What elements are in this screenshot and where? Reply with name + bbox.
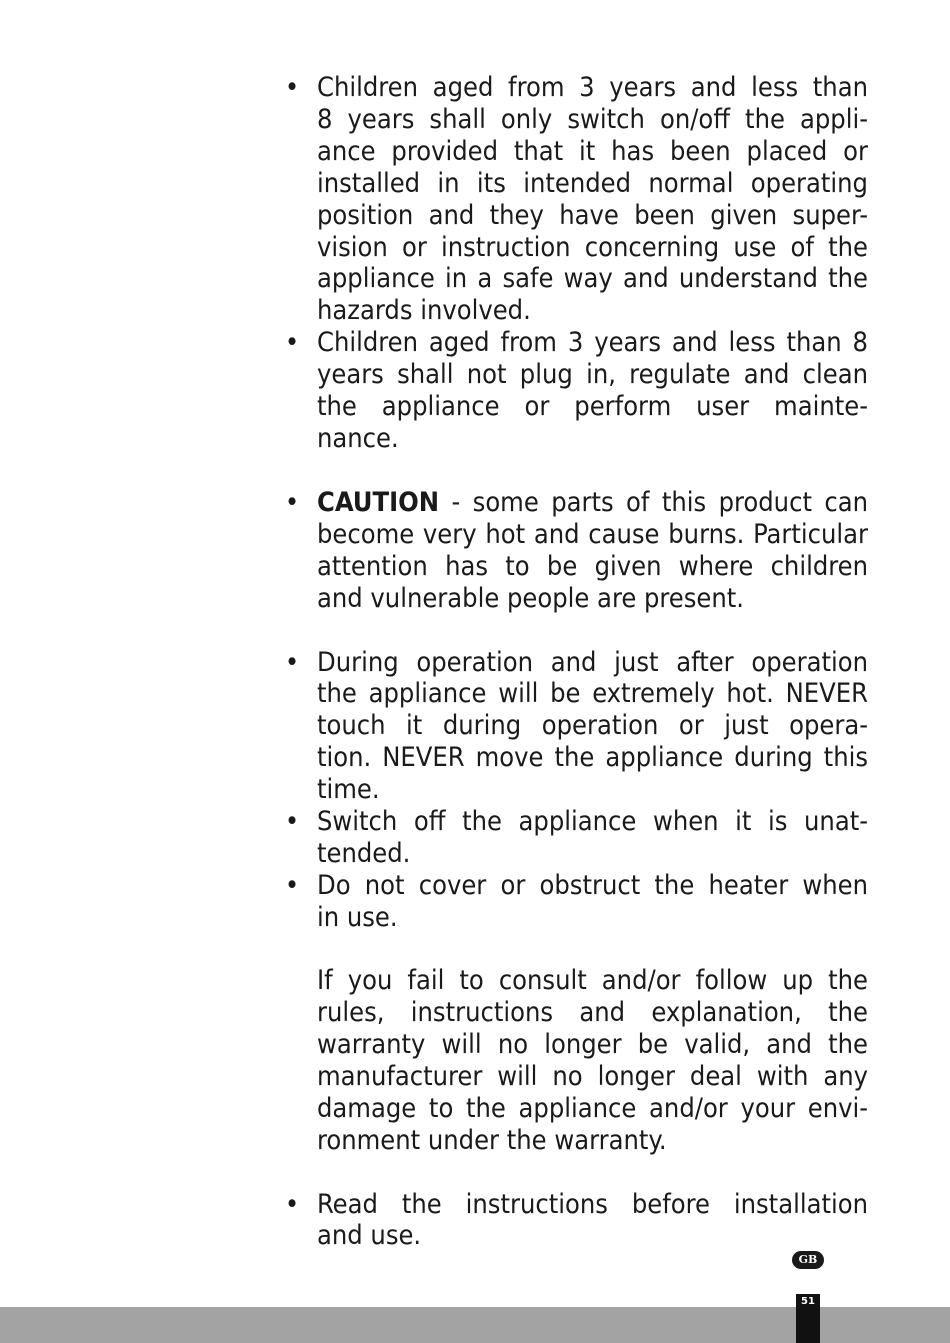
- item-6-line-2: in use.: [317, 902, 398, 933]
- bullet-marker: •: [284, 72, 300, 103]
- warranty-line-6: ronment under the warranty.: [317, 1125, 667, 1156]
- item-4-line-3: touch it during operation or just opera-: [317, 710, 868, 741]
- caution-text: - some parts of this product can: [439, 487, 868, 518]
- item-1-line-4: installed in its intended normal operating: [317, 168, 868, 199]
- item-1-line-5: position and they have been given super-: [317, 200, 868, 231]
- item-4-line-4: tion. NEVER move the appliance during this: [317, 742, 868, 773]
- item-1-line-7: appliance in a safe way and understand the: [317, 263, 868, 294]
- item-4-line-2: the appliance will be extremely hot. NEVER: [317, 678, 868, 709]
- warranty-line-5: damage to the appliance and/or your envi-: [317, 1093, 868, 1124]
- warranty-line-2: rules, instructions and explanation, the: [317, 997, 868, 1028]
- bullet-marker: •: [284, 647, 300, 678]
- item-1-line-3: ance provided that it has been placed or: [317, 136, 868, 167]
- caution-line-1: [317, 487, 868, 519]
- item-1-line-1: Children aged from 3 years and less than: [317, 72, 868, 103]
- item-1-line-6: vision or instruction concerning use of the: [317, 232, 868, 263]
- caution-line-2: become very hot and cause burns. Particular: [317, 519, 868, 550]
- page-number: 51: [801, 1296, 815, 1307]
- item-1-line-8: hazards involved.: [317, 295, 531, 326]
- warranty-line-4: manufacturer will no longer deal with any: [317, 1061, 868, 1092]
- bullet-marker: •: [284, 327, 300, 358]
- item-5-line-1: Switch off the appliance when it is unat-: [317, 806, 868, 837]
- item-2-line-1: Children aged from 3 years and less than 8: [317, 327, 868, 358]
- item-6-line-1: Do not cover or obstruct the heater when: [317, 870, 868, 901]
- bullet-marker: •: [284, 806, 300, 837]
- item-1-line-2: 8 years shall only switch on/off the appli-: [317, 104, 868, 135]
- item-8-line-2: and use.: [317, 1220, 422, 1251]
- item-4-line-1: During operation and just after operation: [317, 647, 868, 678]
- item-2-line-3: the appliance or perform user mainte-: [317, 391, 868, 422]
- language-badge: GB: [792, 1251, 824, 1269]
- item-4-line-5: time.: [317, 774, 380, 805]
- item-8-line-1: Read the instructions before installation: [317, 1189, 868, 1220]
- bullet-marker: •: [284, 487, 300, 518]
- caution-line-3: attention has to be given where children: [317, 551, 868, 582]
- caution-label: CAUTION: [317, 487, 440, 518]
- item-2-line-2: years shall not plug in, regulate and clean: [317, 359, 868, 390]
- bullet-marker: •: [284, 1189, 300, 1220]
- item-5-line-2: tended.: [317, 838, 411, 869]
- caution-line-4: and vulnerable people are present.: [317, 583, 744, 614]
- bullet-marker: •: [284, 870, 300, 901]
- item-2-line-4: nance.: [317, 423, 399, 454]
- warranty-line-3: warranty will no longer be valid, and the: [317, 1029, 868, 1060]
- warranty-line-1: If you fail to consult and/or follow up the: [317, 965, 868, 996]
